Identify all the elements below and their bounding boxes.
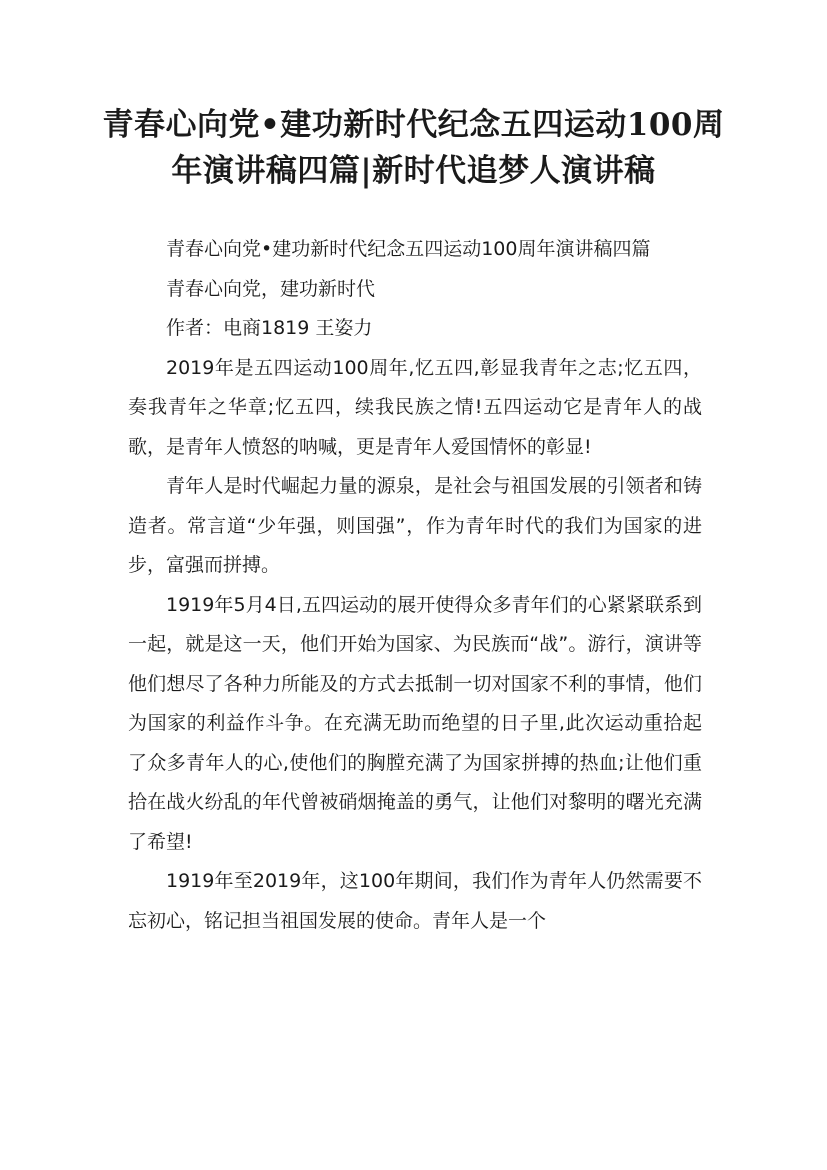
body-paragraph: 1919年5月4日,五四运动的展开使得众多青年们的心紧紧联系到一起，就是这一天，他们开始为国家、为民族而“战”。游行，演讲等他们想尽了各种力所能及的方式去抵制一切对国家不利的事情，他们为国家的利益作斗争。在充满无助而绝望的日子里,此次运动重拾起了众多青年人的心,使他们的胸膛充满了为国家拼搏的热血;让他们重拾在战火纷乱的年代曾被硝烟掩盖的勇气，让他们对黎明的曙光充满了希望! bbox=[128, 593, 702, 853]
body-paragraph: 青春心向党，建功新时代 bbox=[166, 277, 376, 300]
body-paragraph: 1919年至2019年，这100年期间，我们作为青年人仍然需要不忘初心，铭记担当祖国发展的使命。青年人是一个 bbox=[128, 870, 702, 932]
body-paragraph: 青春心向党•建功新时代纪念五四运动100周年演讲稿四篇 bbox=[166, 238, 651, 260]
body-paragraph: 青年人是时代崛起力量的源泉，是社会与祖国发展的引领者和铸造者。常言道“少年强，则国强”，作为青年时代的我们为国家的进步，富强而拼搏。 bbox=[128, 475, 702, 576]
body-paragraph: 2019年是五四运动100周年,忆五四,彰显我青年之志;忆五四，奏我青年之华章;忆五四，续我民族之情!五四运动它是青年人的战歌，是青年人愤怒的呐喊，更是青年人爱国情怀的彰显! bbox=[128, 356, 702, 458]
author-line: 作者：电商1819 王姿力 bbox=[166, 317, 373, 339]
document-body bbox=[128, 230, 702, 941]
document-title: 青春心向党•建功新时代纪念五四运动100周年演讲稿四篇|新时代追梦人演讲稿 bbox=[102, 107, 725, 189]
